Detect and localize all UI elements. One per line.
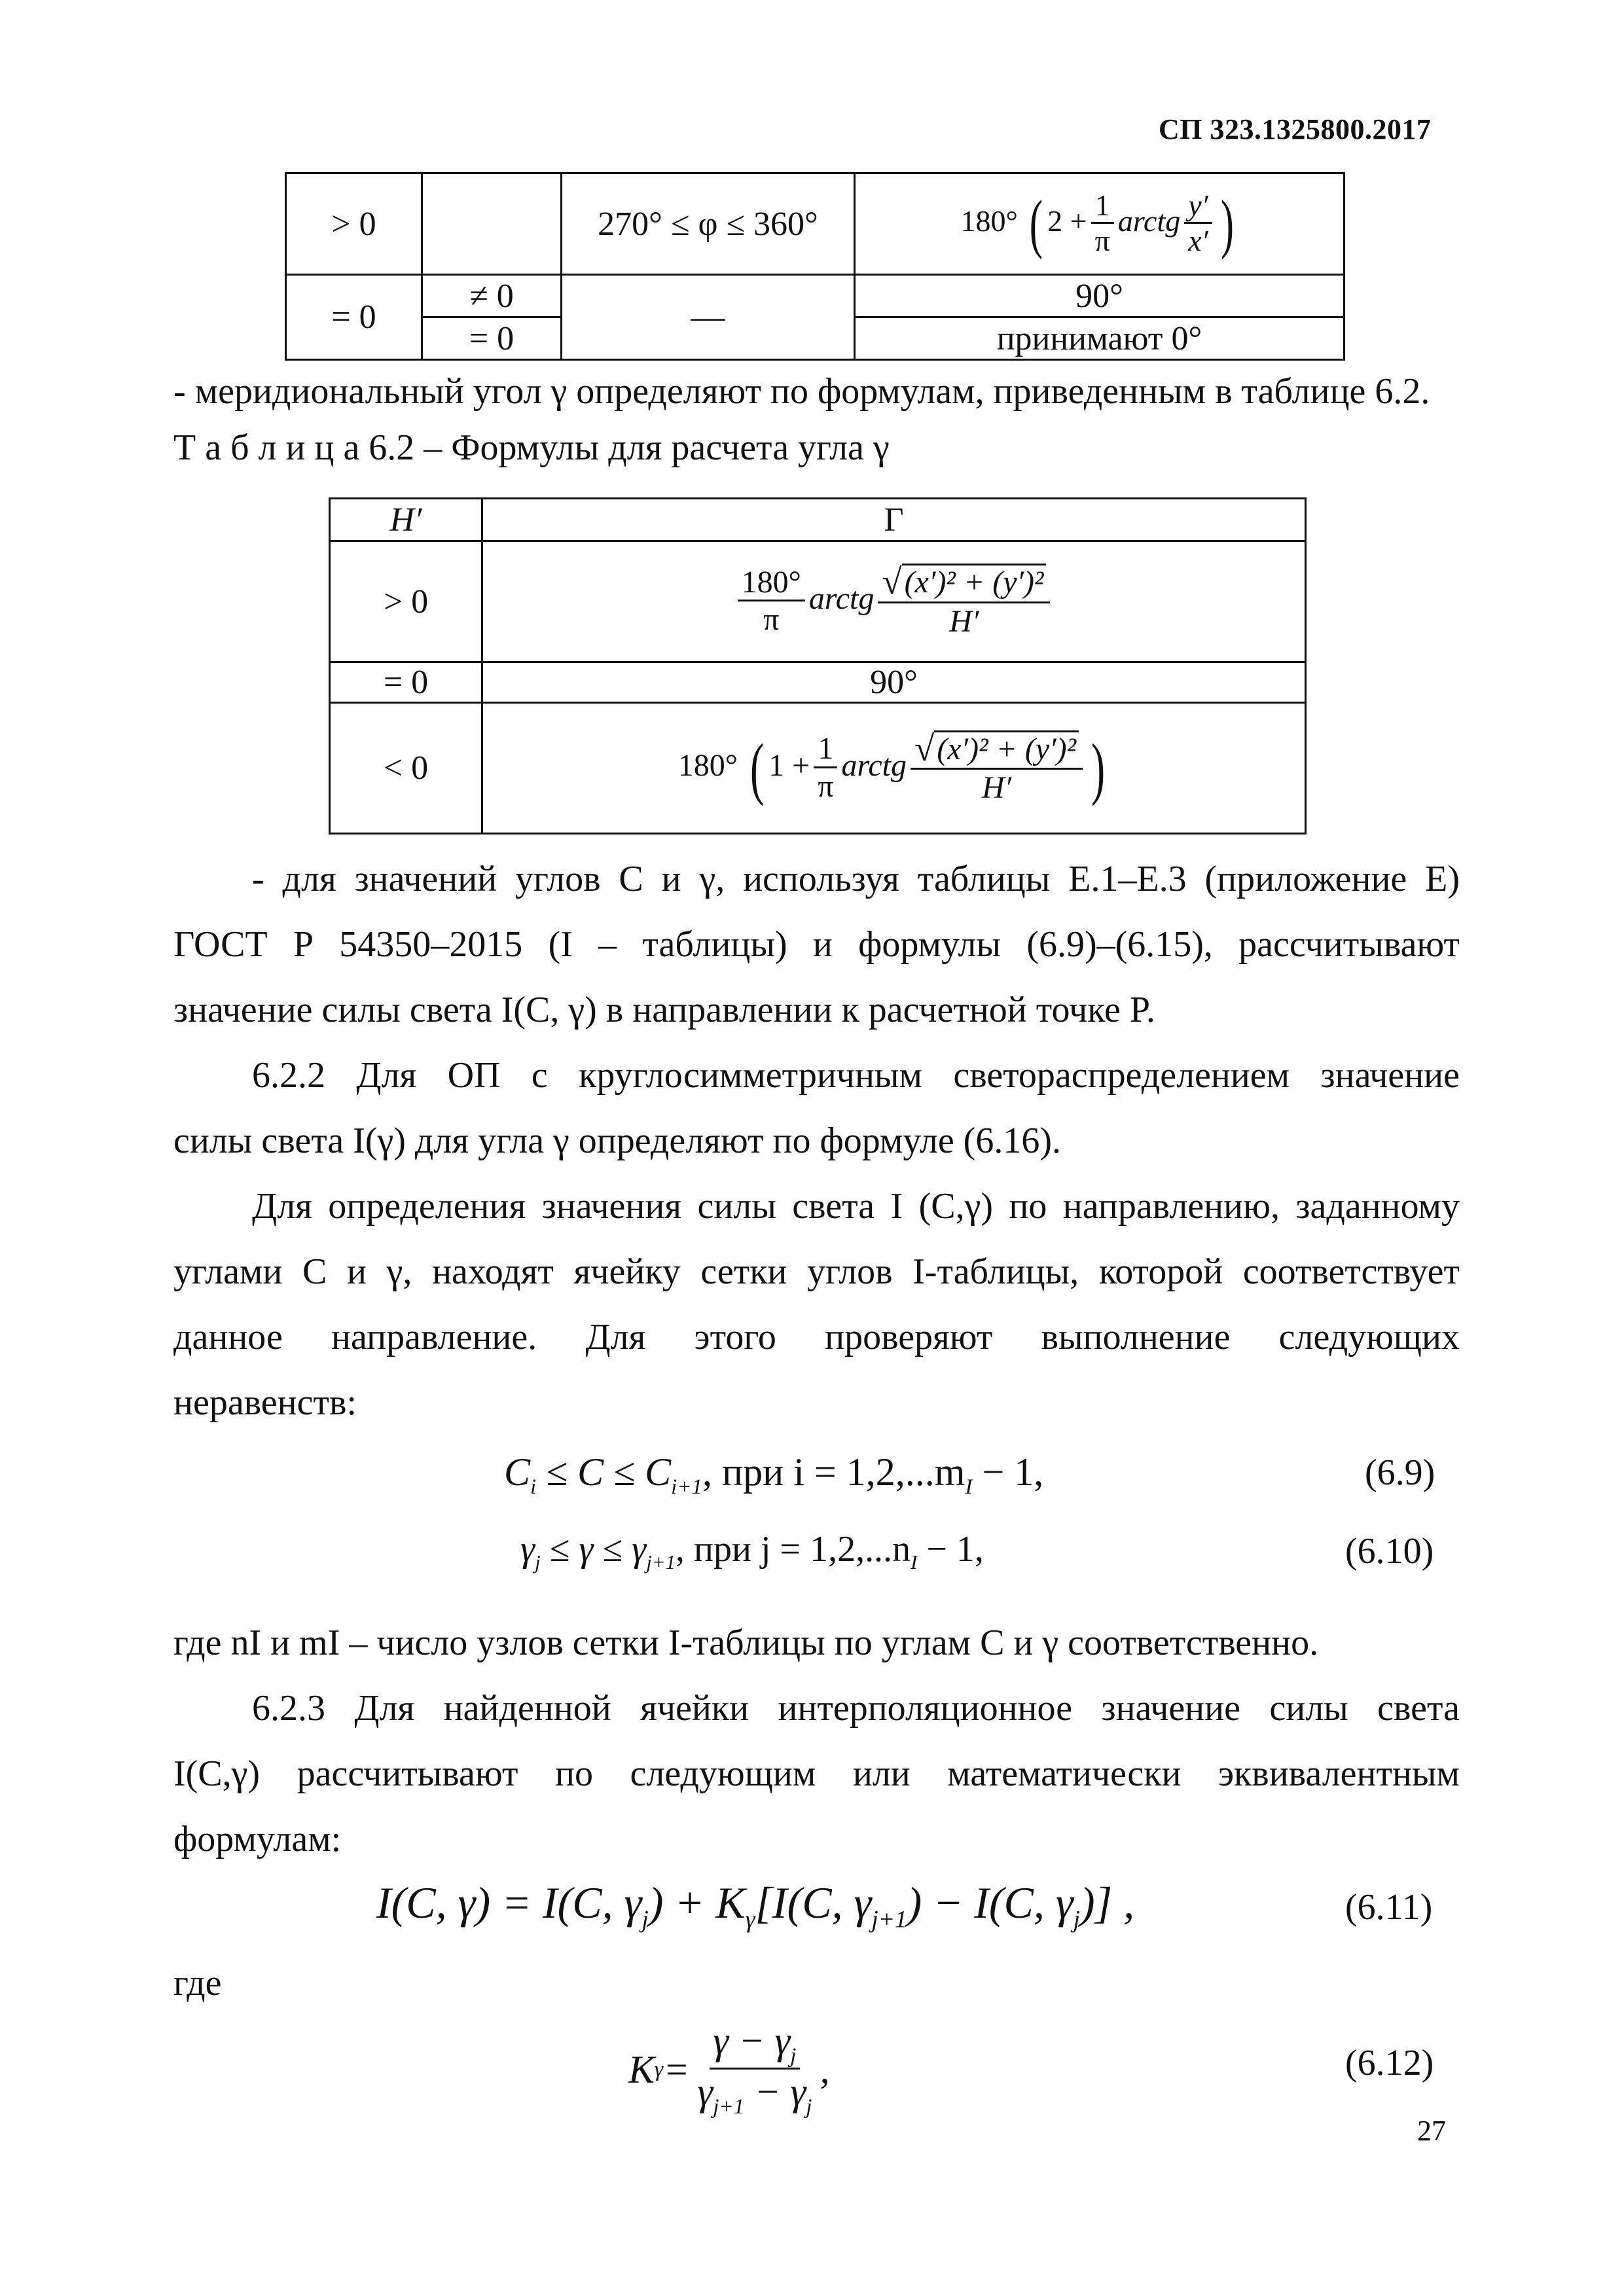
- frac-one-over-pi: $\frac{1}{\pi}$: [1091, 189, 1114, 259]
- paragraph-6-2-2: 6.2.2 Для ОП с круглосимметричным светораспределением значение силы света I(γ) для угла γ определяют по формуле (6.16).: [173, 1055, 1460, 1161]
- table2-caption: Т а б л и ц а 6.2 – Формулы для расчета угла γ: [173, 427, 890, 468]
- where-nodes: где nI и mI – число узлов сетки I-таблицы по углам C и γ соответственно.: [173, 1623, 1319, 1663]
- gamma-formula-table: [329, 497, 1307, 834]
- frac-180-pi: $\frac{180^\circ}{\pi}$: [738, 565, 805, 638]
- equation-number-6-9: (6.9): [1365, 1452, 1435, 1493]
- equation-6-10: $\gamma_j \le \gamma \le \gamma_{j+1}$, при $j = 1,2,...n_I - 1$,: [520, 1529, 984, 1574]
- meridional-text: - меридиональный угол γ определяют по формулам, приведенным в таблице 6.2.: [173, 371, 1430, 412]
- row-positive-formula: $\frac{180^\circ}{\pi}$ arctg √ (x′)² + (y′)² H′: [482, 541, 1306, 662]
- frac-y-over-x: $\frac{y'}{x'}$: [1184, 189, 1212, 259]
- equation-number-6-10: (6.10): [1345, 1531, 1434, 1571]
- formula-fn: arctg: [1117, 204, 1181, 238]
- equation-6-9: $C_i \le C \le C_{i+1}$, при $i = 1,2,...m_I - 1$,: [504, 1450, 1044, 1499]
- formula-coef: 180°: [960, 204, 1018, 238]
- equation-number-6-12: (6.12): [1345, 2043, 1434, 2083]
- col-gamma: Г: [482, 499, 1306, 541]
- paren-left: (: [1030, 187, 1043, 260]
- page-number: 27: [1417, 2115, 1446, 2147]
- frac-k-gamma: $\frac{\gamma - \gamma_j}{\gamma_{j+1} - \gamma_j}$: [697, 2019, 812, 2119]
- row-negative-cond: < 0: [330, 703, 482, 834]
- col-h: H′: [330, 499, 482, 541]
- equation-6-12: K γ = $\frac{\gamma - \gamma_j}{\gamma_{j+1} - \gamma_j}$ ,: [628, 2019, 830, 2119]
- cell-cond: > 0: [286, 173, 422, 275]
- paragraph-intensity: - для значений углов C и γ, используя таблицы Е.1–Е.3 (приложение Е) ГОСТ Р 54350–2015 (I – таблицы) и формулы (6.9)–(6.15), рассчитывают значение силы света I(C, γ) в направлении к расчетной точке P.: [173, 859, 1460, 1030]
- row-negative-formula: 180° ( 1 + $\frac{1}{\pi}$ arctg √ (x′)² + (y′)² H′ ): [482, 703, 1306, 834]
- cell-nonzero: ≠ 0: [422, 275, 562, 317]
- cell-eq-zero: = 0: [422, 317, 562, 360]
- where-label: где: [173, 1963, 222, 2003]
- row-zero-value: 90°: [482, 662, 1306, 703]
- cell-dash: —: [562, 275, 855, 360]
- document-code: СП 323.1325800.2017: [1159, 113, 1432, 145]
- frac-sqrt-over-h: √ (x′)² + (y′)² H′: [878, 564, 1050, 639]
- paragraph-determination: Для определения значения силы света I (C,γ) по направлению, заданному углами C и γ, находят ячейку сетки углов I-таблицы, которой соответствует данное направление. Для этого проверяют выполнение следующих неравенств:: [173, 1186, 1460, 1423]
- cell-accept-zero: принимают 0°: [855, 317, 1344, 360]
- cell-90: 90°: [855, 275, 1344, 317]
- paren-right: ): [1220, 187, 1234, 260]
- angle-table-continuation: [285, 172, 1345, 361]
- equation-6-11: I(C, γ) = I(C, $\gamma_j) + K_\gamma[I(C$, $\gamma_{j+1}) - I(C$, $\gamma_j$)] ,: [376, 1878, 1135, 1933]
- row-positive-cond: > 0: [330, 541, 482, 662]
- formula-lead: 2 +: [1047, 204, 1087, 238]
- paragraph-6-2-3: 6.2.3 Для найденной ячейки интерполяционное значение силы света I(C,γ) рассчитывают по следующим или математически эквивалентным формулам:: [173, 1688, 1460, 1859]
- cell-cond2: [422, 173, 562, 275]
- equation-number-6-11: (6.11): [1345, 1887, 1433, 1928]
- cell-range: 270° ≤ φ ≤ 360°: [562, 173, 855, 275]
- row-zero-cond: = 0: [330, 662, 482, 703]
- cell-zero: = 0: [286, 275, 422, 360]
- cell-formula: [855, 173, 1344, 275]
